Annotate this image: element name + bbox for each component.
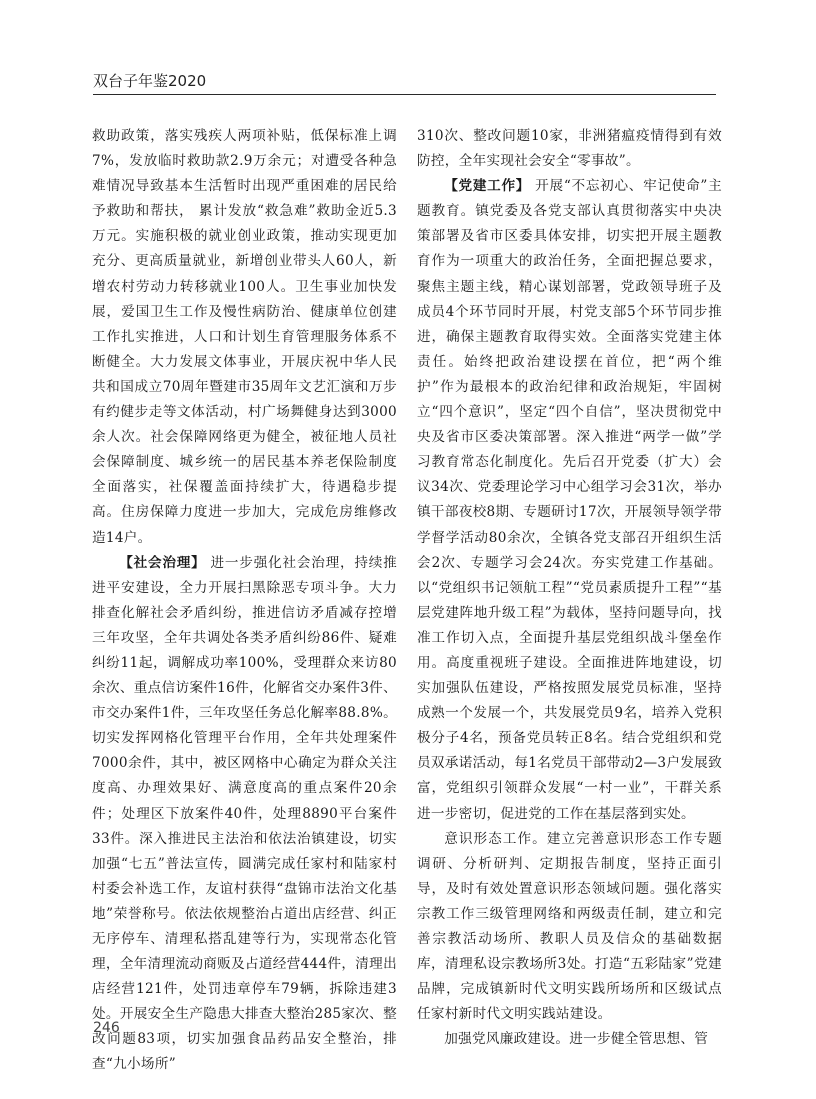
section-heading-social-governance: 【社会治理】 [119, 554, 206, 571]
paragraph-integrity-building: 加强党风廉政建设。进一步健全管思想、管 [444, 1031, 709, 1048]
running-header-title: 双台子年鉴2020 [93, 72, 207, 90]
paragraph-party-building [417, 174, 722, 826]
section-heading-party-building: 【党建工作】 [444, 178, 531, 195]
right-column [417, 124, 722, 1052]
paragraph-ideology-work: 意识形态工作。建立完善意识形态工作专题调研、分析研判、定期报告制度，坚持正面引导，及时有效处置意识形态领域问题。强化落实宗教工作三级管理网络和两级责任制，建立和完善宗教活动场所、教职人员及信众的基础数据库，清理私设宗教场所3处。打造“五彩陆家”党建品牌，完成镇新时代文明实践所场所和区级试点任家村新时代文明实践站建设。 [417, 830, 722, 1023]
paragraph-social-governance-text: 进一步强化社会治理，持续推进平安建设，全力开展扫黑除恶专项斗争。大力排查化解社会矛盾纠纷，推进信访矛盾减存控增三年攻坚，全年共调处各类矛盾纠纷86件、疑难纠纷11起，调解成功率100%，受理群众来访80余次、重点信访案件16件，化解省交办案件3件、市交办案件1件，三年攻坚任务总化解率88.8%。切实发挥网格化管理平台作用，全年共处理案件7000余件，其中，被区网格中心确定为群众关注度高、办理效果好、满意度高的重点案件20余件；处理区下放案件40件，处理8890平台案件33件。深入推进民主法治和依法治镇建设，切实加强“七五”普法宣传，圆满完成任家村和陆家村村委会补选工作，友谊村获得“盘锦市法治文化基地”荣誉称号。依法依规整治占道出店经营、纠正无序停车、清理私搭乱建等行为，实现常态化管理，全年清理流动商贩及占道经营444件，清理出店经营121件，处罚违章停车79辆，拆除违建3处。开展安全生产隐患大排查大整治285家次、整改问题83项，切实加强食品药品安全整治，排查“九小场所” [92, 554, 397, 1073]
paragraph-continuation: 310次、整改问题10家，非洲猪瘟疫情得到有效防控，全年实现社会安全“零事故”。 [417, 128, 722, 170]
left-column [92, 124, 397, 1078]
page-number: 246 [93, 1020, 120, 1036]
paragraph-social-assistance: 救助政策，落实残疾人两项补贴，低保标准上调7%，发放临时救助款2.9万余元；对遭受各种急难情况导致基本生活暂时出现严重困难的居民给予救助和帮扶， 累计发放“救急难”救助金近5.3万元。实施积极的就业创业政策，推动实现更加充分、更高质量就业，新增创业带头人60人，新增农村劳动力转移就业100人。卫生事业加快发展，爱国卫生工作及慢性病防治、健康单位创建工作扎实推进，人口和计划生育管理服务体系不断健全。大力发展文体事业，开展庆祝中华人民共和国成立70周年暨建市35周年文艺汇演和万步有约健步走等文体活动，村广场舞健身达到3000余人次。社会保障网络更为健全，被征地人员社会保障制度、城乡统一的居民基本养老保险制度全面落实，社保覆盖面持续扩大，待遇稳步提高。住房保障力度进一步加大，完成危房维修改造14户。 [92, 128, 397, 546]
header-rule [93, 94, 716, 95]
paragraph-party-building-text: 开展“不忘初心、牢记使命”主题教育。镇党委及各党支部认真贯彻落实中央决策部署及省市区委具体安排，切实把开展主题教育作为一项重大的政治任务，全面把握总要求，聚焦主题主线，精心谋划部署，党政领导班子及成员4个环节同时开展，村党支部5个环节同步推进，确保主题教育取得实效。全面落实党建主体责任。始终把政治建设摆在首位，把“两个维护”作为最根本的政治纪律和政治规矩，牢固树立“四个意识”，坚定“四个自信”，坚决贯彻党中央及省市区委决策部署。深入推进“两学一做”学习教育常态化制度化。先后召开党委（扩大）会议34次、党委理论学习中心组学习会31次，举办镇干部夜校8期、专题研讨17次，开展领导领学带学督学活动80余次，全镇各党支部召开组织生活会2次、专题学习会24次。夯实党建工作基础。以“党组织书记领航工程”“党员素质提升工程”“基层党建阵地升级工程”为载体，坚持问题导向，找准工作切入点，全面提升基层党组织战斗堡垒作用。高度重视班子建设。全面推进阵地建设，切实加强队伍建设，严格按照发展党员标准，坚持成熟一个发展一个，共发展党员9名，培养入党积极分子4名，预备党员转正8名。结合党组织和党员双承诺活动，每1名党员干部带动2—3户发展致富，党组织引领群众发展“一村一业”，干群关系进一步密切，促进党的工作在基层落到实处。 [417, 178, 722, 822]
paragraph-social-governance [92, 551, 397, 1078]
